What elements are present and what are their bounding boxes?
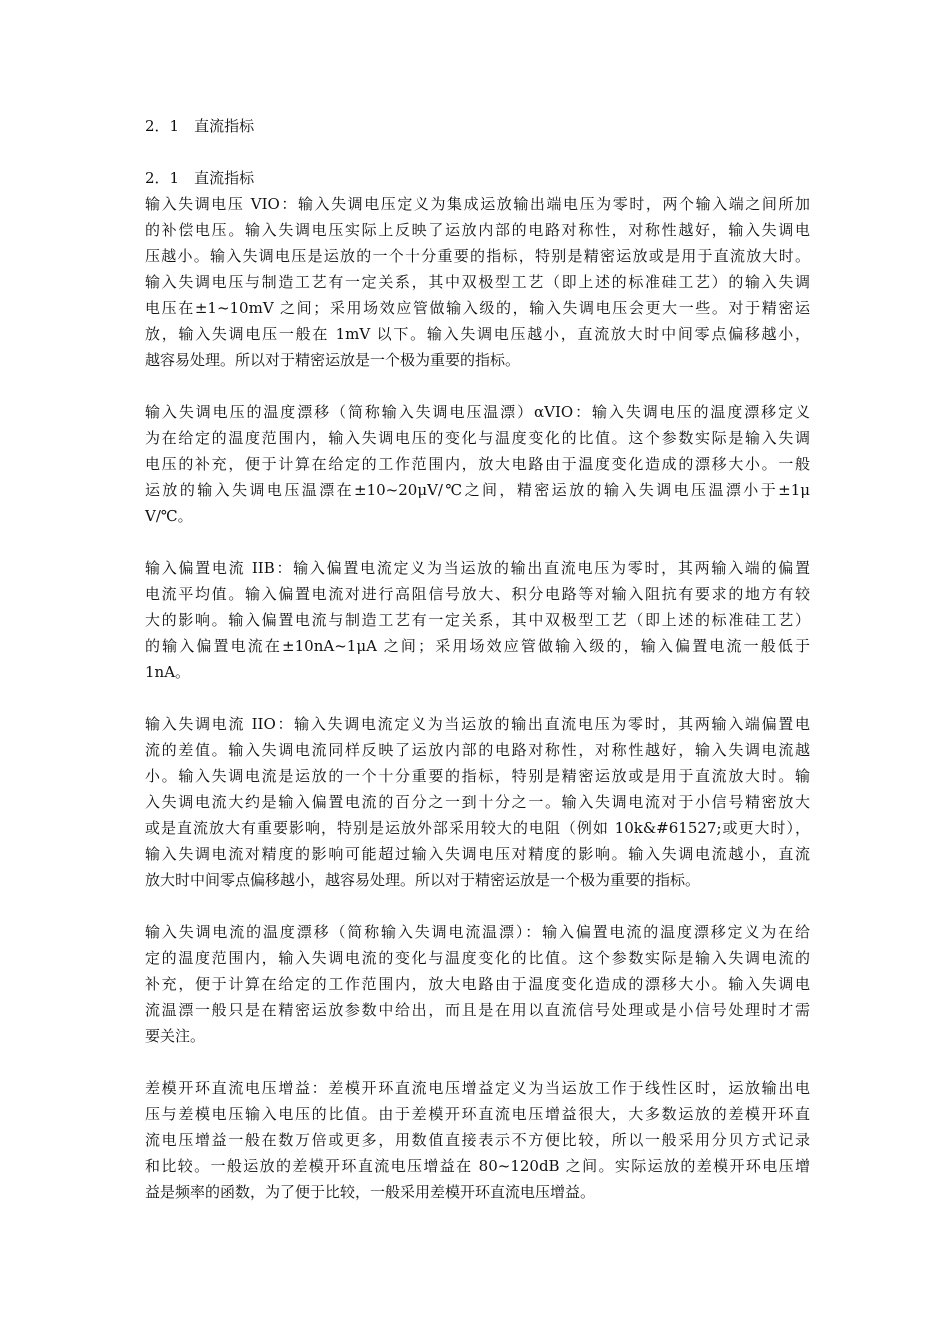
text-line: 流温漂一般只是在精密运放参数中给出，而且是在用以直流信号处理或是小信号处理时才需 xyxy=(145,1001,810,1019)
text-line: 和比较。一般运放的差模开环直流电压增益在 80~120dB 之间。实际运放的差模开环电压增 xyxy=(145,1157,810,1175)
text-line: 放大时中间零点偏移越小，越容易处理。所以对于精密运放是一个极为重要的指标。 xyxy=(145,871,701,889)
spacer xyxy=(145,139,810,165)
text-line: 大的影响。输入偏置电流与制造工艺有一定关系，其中双极型工艺（即上述的标准硅工艺） xyxy=(145,611,810,629)
text-line: 为在给定的温度范围内，输入失调电压的变化与温度变化的比值。这个参数实际是输入失调 xyxy=(145,429,810,447)
text-line: 输入失调电压的温度漂移（简称输入失调电压温漂）αVIO：输入失调电压的温度漂移定义 xyxy=(145,403,810,421)
text-line: 流电压增益一般在数万倍或更多，用数值直接表示不方便比较，所以一般采用分贝方式记录 xyxy=(145,1131,810,1149)
text-line: 1nA。 xyxy=(145,663,191,681)
paragraph-input-bias-current xyxy=(145,555,810,685)
paragraph-open-loop-gain xyxy=(145,1075,810,1205)
paragraph-input-offset-current-drift xyxy=(145,919,810,1049)
text-line: 补充，便于计算在给定的工作范围内，放大电路由于温度变化造成的漂移大小。输入失调电 xyxy=(145,975,810,993)
text-line: 越容易处理。所以对于精密运放是一个极为重要的指标。 xyxy=(145,351,521,369)
text-line: 差模开环直流电压增益：差模开环直流电压增益定义为当运放工作于线性区时，运放输出电 xyxy=(145,1079,810,1097)
text-line: 的补偿电压。输入失调电压实际上反映了运放内部的电路对称性，对称性越好，输入失调电 xyxy=(145,221,810,239)
text-line: 输入偏置电流 IIB：输入偏置电流定义为当运放的输出直流电压为零时，其两输入端的偏置 xyxy=(145,559,810,577)
text-line: 电流平均值。输入偏置电流对进行高阻信号放大、积分电路等对输入阻抗有要求的地方有较 xyxy=(145,585,810,603)
paragraph-input-offset-current xyxy=(145,711,810,893)
text-line: 输入失调电压 VIO：输入失调电压定义为集成运放输出端电压为零时，两个输入端之间所加 xyxy=(145,195,810,213)
text-line: V/℃。 xyxy=(145,507,193,525)
text-line: 输入失调电流 IIO：输入失调电流定义为当运放的输出直流电压为零时，其两输入端偏置电 xyxy=(145,715,810,733)
text-line: 要关注。 xyxy=(145,1027,206,1045)
spacer xyxy=(145,1049,810,1075)
text-line: 入失调电流大约是输入偏置电流的百分之一到十分之一。输入失调电流对于小信号精密放大 xyxy=(145,793,810,811)
section-subheading: 2．1 直流指标 xyxy=(145,169,255,187)
text-line: 电压的补充，便于计算在给定的工作范围内，放大电路由于温度变化造成的漂移大小。一般 xyxy=(145,455,810,473)
spacer xyxy=(145,685,810,711)
text-line: 放，输入失调电压一般在 1mV 以下。输入失调电压越小，直流放大时中间零点偏移越小， xyxy=(145,325,810,343)
text-line: 定的温度范围内，输入失调电流的变化与温度变化的比值。这个参数实际是输入失调电流的 xyxy=(145,949,810,967)
section-heading: 2．1 直流指标 xyxy=(145,117,255,135)
text-line: 小。输入失调电流是运放的一个十分重要的指标，特别是精密运放或是用于直流放大时。输 xyxy=(145,767,810,785)
text-line: 运放的输入失调电压温漂在±10~20μV/℃之间，精密运放的输入失调电压温漂小于±1μ xyxy=(145,481,810,499)
text-line: 压越小。输入失调电压是运放的一个十分重要的指标，特别是精密运放或是用于直流放大时。 xyxy=(145,247,810,265)
text-line: 输入失调电压与制造工艺有一定关系，其中双极型工艺（即上述的标准硅工艺）的输入失调 xyxy=(145,273,810,291)
spacer xyxy=(145,893,810,919)
spacer xyxy=(145,529,810,555)
text-line: 流的差值。输入失调电流同样反映了运放内部的电路对称性，对称性越好，输入失调电流越 xyxy=(145,741,810,759)
text-line: 的输入偏置电流在±10nA~1μA 之间；采用场效应管做输入级的，输入偏置电流一般低于 xyxy=(145,637,810,655)
paragraph-input-offset-voltage xyxy=(145,191,810,373)
paragraph-input-offset-voltage-drift xyxy=(145,399,810,529)
text-line: 输入失调电流对精度的影响可能超过输入失调电压对精度的影响。输入失调电流越小，直流 xyxy=(145,845,810,863)
text-line: 益是频率的函数，为了便于比较，一般采用差模开环直流电压增益。 xyxy=(145,1183,596,1201)
text-line: 压与差模电压输入电压的比值。由于差模开环直流电压增益很大，大多数运放的差模开环直 xyxy=(145,1105,810,1123)
document-body xyxy=(145,113,810,1205)
text-line: 或是直流放大有重要影响，特别是运放外部采用较大的电阻（例如 10k&#61527;或更大时）， xyxy=(145,819,810,837)
text-line: 输入失调电流的温度漂移（简称输入失调电流温漂）：输入偏置电流的温度漂移定义为在给 xyxy=(145,923,810,941)
text-line: 电压在±1~10mV 之间；采用场效应管做输入级的，输入失调电压会更大一些。对于精密运 xyxy=(145,299,810,317)
spacer xyxy=(145,373,810,399)
